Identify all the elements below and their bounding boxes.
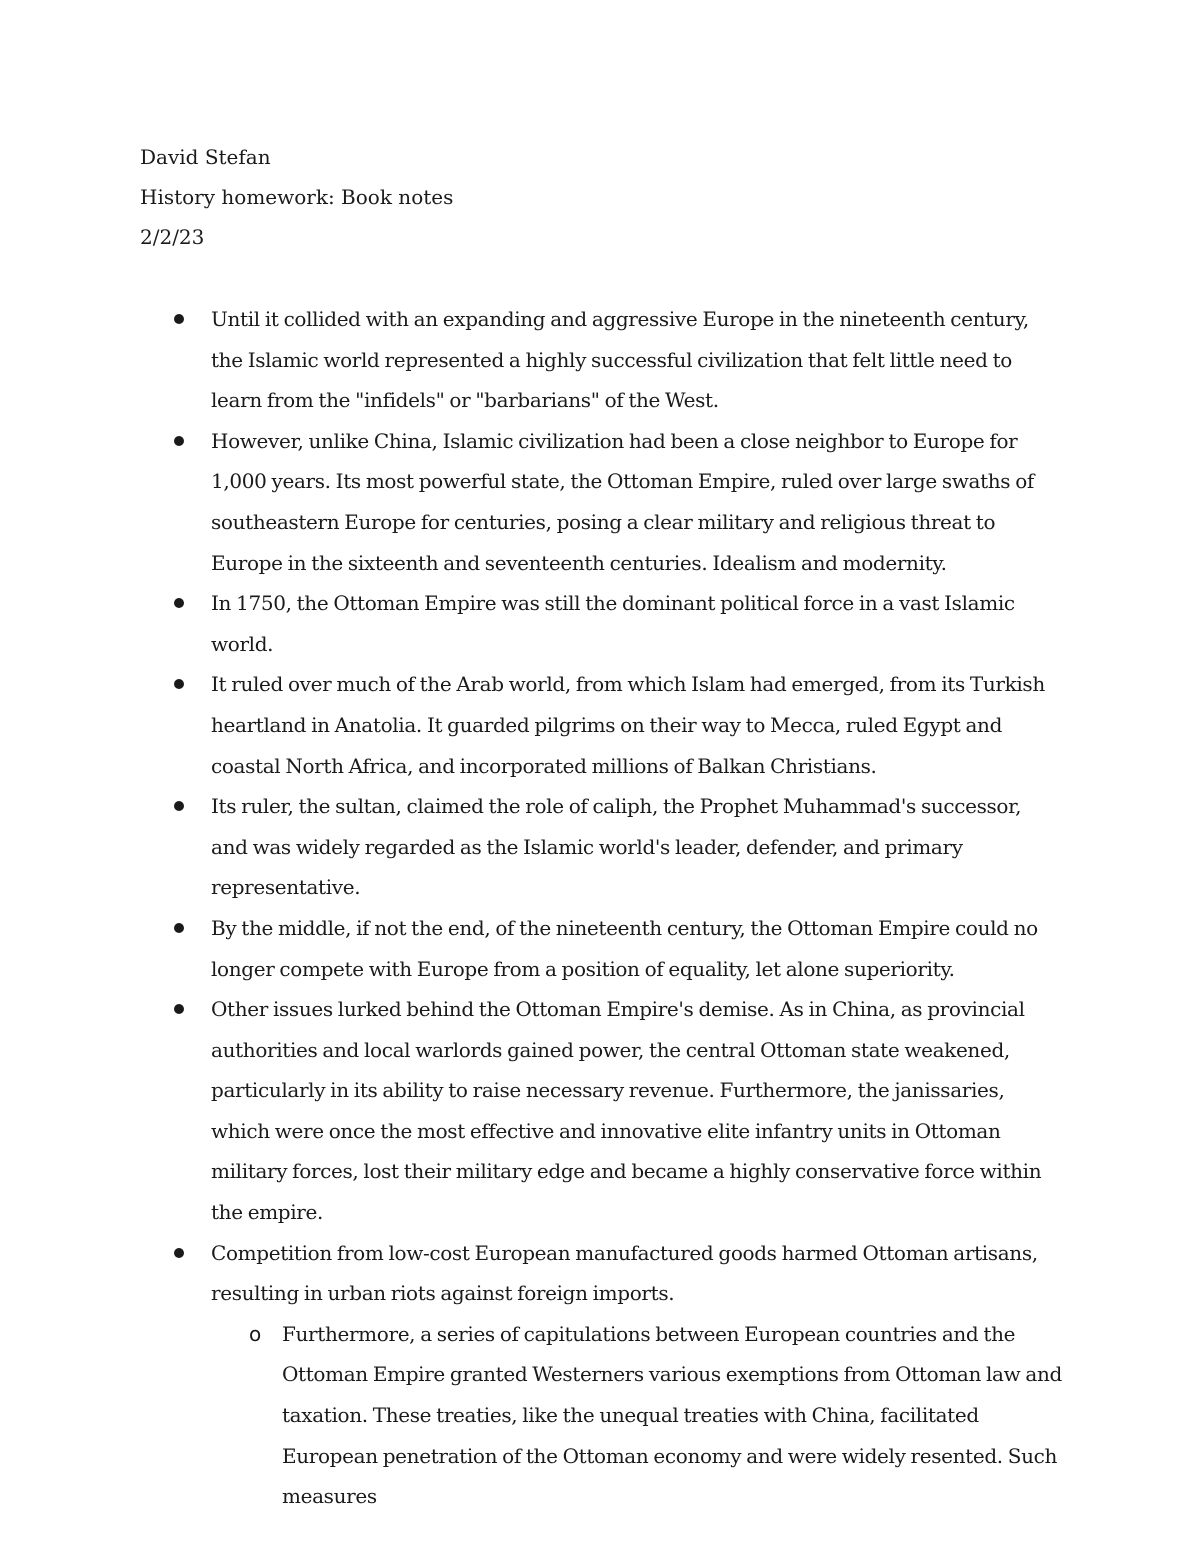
bullet-icon bbox=[174, 923, 184, 933]
list-item bbox=[0, 989, 1061, 1233]
author-name: David Stefan bbox=[140, 145, 271, 169]
bullet-icon bbox=[174, 314, 184, 324]
assignment-title: History homework: Book notes bbox=[140, 185, 454, 209]
note-text: Other issues lurked behind the Ottoman Empire's demise. As in China, as provincial authorities and local warlords gained power, the central Ottoman state weakened, particularly in its ability to raise necessary revenue. Furthermore, the janissaries, which were once the most effective and innovative elite infantry units in Ottoman military forces, lost their military edge and became a highly conservative force within the empire. bbox=[211, 997, 1042, 1225]
sub-note-text: Furthermore, a series of capitulations between European countries and the Ottoman Empire granted Westerners various exemptions from Ottoman law and taxation. These treaties, like the unequal treaties with China, facilitated European penetration of the Ottoman economy and were widely resented. Such measures bbox=[282, 1321, 1062, 1509]
bullet-icon bbox=[174, 801, 184, 811]
list-item bbox=[0, 421, 1061, 583]
bullet-icon bbox=[174, 1004, 184, 1014]
note-text: Competition from low-cost European manufactured goods harmed Ottoman artisans, resulting in urban riots against foreign imports. bbox=[211, 1240, 1038, 1306]
document-date: 2/2/23 bbox=[140, 225, 205, 249]
note-text: In 1750, the Ottoman Empire was still the dominant political force in a vast Islamic world. bbox=[211, 591, 1015, 656]
bullet-icon bbox=[174, 679, 184, 689]
list-item bbox=[0, 299, 1061, 421]
list-item bbox=[0, 908, 1061, 989]
bullet-icon bbox=[174, 1248, 184, 1258]
hollow-bullet-icon: o bbox=[249, 1321, 261, 1346]
note-text: It ruled over much of the Arab world, from which Islam had emerged, from its Turkish heartland in Anatolia. It guarded pilgrims on their way to Mecca, ruled Egypt and coastal North Africa, and incorporated millions of Balkan Christians. bbox=[211, 672, 1045, 778]
list-item bbox=[0, 583, 1061, 664]
list-item bbox=[0, 1233, 1061, 1314]
list-item bbox=[0, 786, 1061, 908]
notes-list bbox=[0, 299, 1200, 1517]
note-text: Its ruler, the sultan, claimed the role of caliph, the Prophet Muhammad's successor, and was widely regarded as the Islamic world's leader, defender, and primary representative. bbox=[211, 794, 1022, 900]
bullet-icon bbox=[174, 598, 184, 608]
bullet-icon bbox=[174, 436, 184, 446]
note-text: However, unlike China, Islamic civilization had been a close neighbor to Europe for 1,000 years. Its most powerful state, the Ottoman Empire, ruled over large swaths of southeastern Europe for centuries, posing a clear military and religious threat to Europe in the sixteenth and seventeenth centuries. Idealism and modernity. bbox=[211, 428, 1034, 575]
sub-list-item bbox=[0, 1314, 1062, 1517]
note-text: Until it collided with an expanding and aggressive Europe in the nineteenth century, the Islamic world represented a highly successful civilization that felt little need to learn from the "infidels" or "barbarians" of the West. bbox=[211, 307, 1029, 413]
note-text: By the middle, if not the end, of the nineteenth century, the Ottoman Empire could no longer compete with Europe from a position of equality, let alone superiority. bbox=[211, 915, 1038, 981]
list-item bbox=[0, 664, 1061, 786]
